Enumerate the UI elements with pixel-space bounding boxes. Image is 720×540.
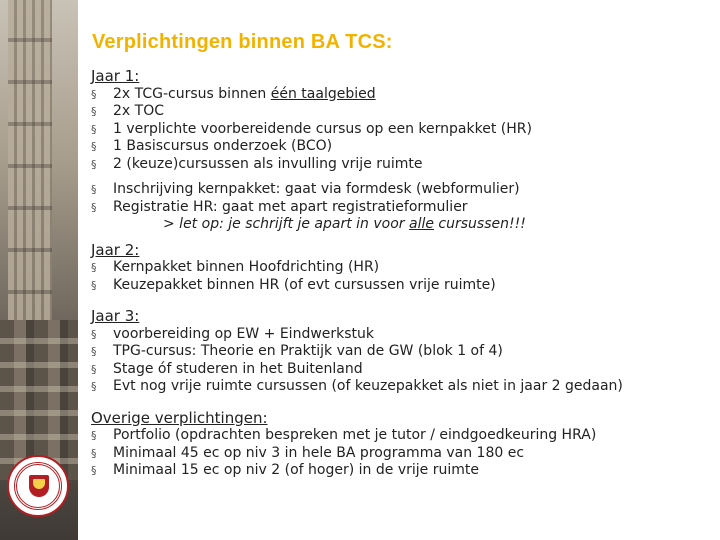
bullet-icon: § xyxy=(91,157,97,171)
page-title: Verplichtingen binnen BA TCS: xyxy=(92,31,393,53)
bullet-icon: § xyxy=(91,278,97,292)
bullet-icon: § xyxy=(91,200,97,214)
jaar1-list-a xyxy=(91,86,716,174)
jaar1-list-b xyxy=(91,181,716,216)
list-item: § Evt nog vrije ruimte cursussen (of keuzepakket als niet in jaar 2 gedaan) xyxy=(91,378,623,394)
list-item: § Kernpakket binnen Hoofdrichting (HR) xyxy=(91,259,380,275)
bullet-icon: § xyxy=(91,87,97,101)
overige-list xyxy=(91,427,716,480)
jaar2-list xyxy=(91,259,716,294)
dom-tower-image xyxy=(8,0,52,330)
university-seal-logo xyxy=(7,455,69,517)
list-item: § voorbereiding op EW + Eindwerkstuk xyxy=(91,325,375,342)
bullet-icon: § xyxy=(91,362,97,376)
list-item: § Inschrijving kernpakket: gaat via formdesk (webformulier) xyxy=(91,181,520,197)
list-item: § Portfolio (opdrachten bespreken met je tutor / eindgoedkeuring HRA) xyxy=(91,427,597,443)
bullet-icon: § xyxy=(91,140,97,153)
list-item: § 1 verplichte voorbereidende cursus op een kernpakket (HR) xyxy=(91,120,532,137)
bullet-icon: § xyxy=(91,429,97,442)
list-item: § Registratie HR: gaat met apart registratieformulier xyxy=(91,198,468,215)
list-item: § TPG-cursus: Theorie en Praktijk van de GW (blok 1 of 4) xyxy=(91,343,503,359)
bullet-icon: § xyxy=(91,105,97,118)
bullet-icon: § xyxy=(91,327,97,341)
section-heading-jaar1: Jaar 1: xyxy=(91,67,140,85)
list-item: § Keuzepakket binnen HR (of evt cursussen vrije ruimte) xyxy=(91,276,496,293)
bullet-icon: § xyxy=(91,464,97,477)
list-item: § 2 (keuze)cursussen als invulling vrije ruimte xyxy=(91,155,423,172)
list-item: § 2x TCG-cursus binnen één taalgebied xyxy=(91,85,376,102)
bullet-icon: § xyxy=(91,345,97,358)
seal-shield-icon xyxy=(29,475,49,497)
section-heading-overige: Overige verplichtingen: xyxy=(91,408,268,427)
list-item: § Minimaal 45 ec op niv 3 in hele BA programma van 180 ec xyxy=(91,444,525,461)
list-item: § 1 Basiscursus onderzoek (BCO) xyxy=(91,138,333,154)
bullet-icon: § xyxy=(91,261,97,274)
slide-content xyxy=(91,68,716,480)
bullet-icon: § xyxy=(91,183,97,196)
bullet-icon: § xyxy=(91,380,97,393)
list-item: § Stage óf studeren in het Buitenland xyxy=(91,360,363,377)
list-item: § 2x TOC xyxy=(91,103,164,119)
list-item: § Minimaal 15 ec op niv 2 (of hoger) in de vrije ruimte xyxy=(91,462,479,478)
bullet-icon: § xyxy=(91,446,97,460)
section-heading-jaar2: Jaar 2: xyxy=(91,240,140,259)
jaar3-list xyxy=(91,326,716,396)
registration-note: > let op: je schrijft je apart in voor alle cursussen!!! xyxy=(163,216,526,232)
bullet-icon: § xyxy=(91,122,97,136)
section-heading-jaar3: Jaar 3: xyxy=(91,307,140,325)
